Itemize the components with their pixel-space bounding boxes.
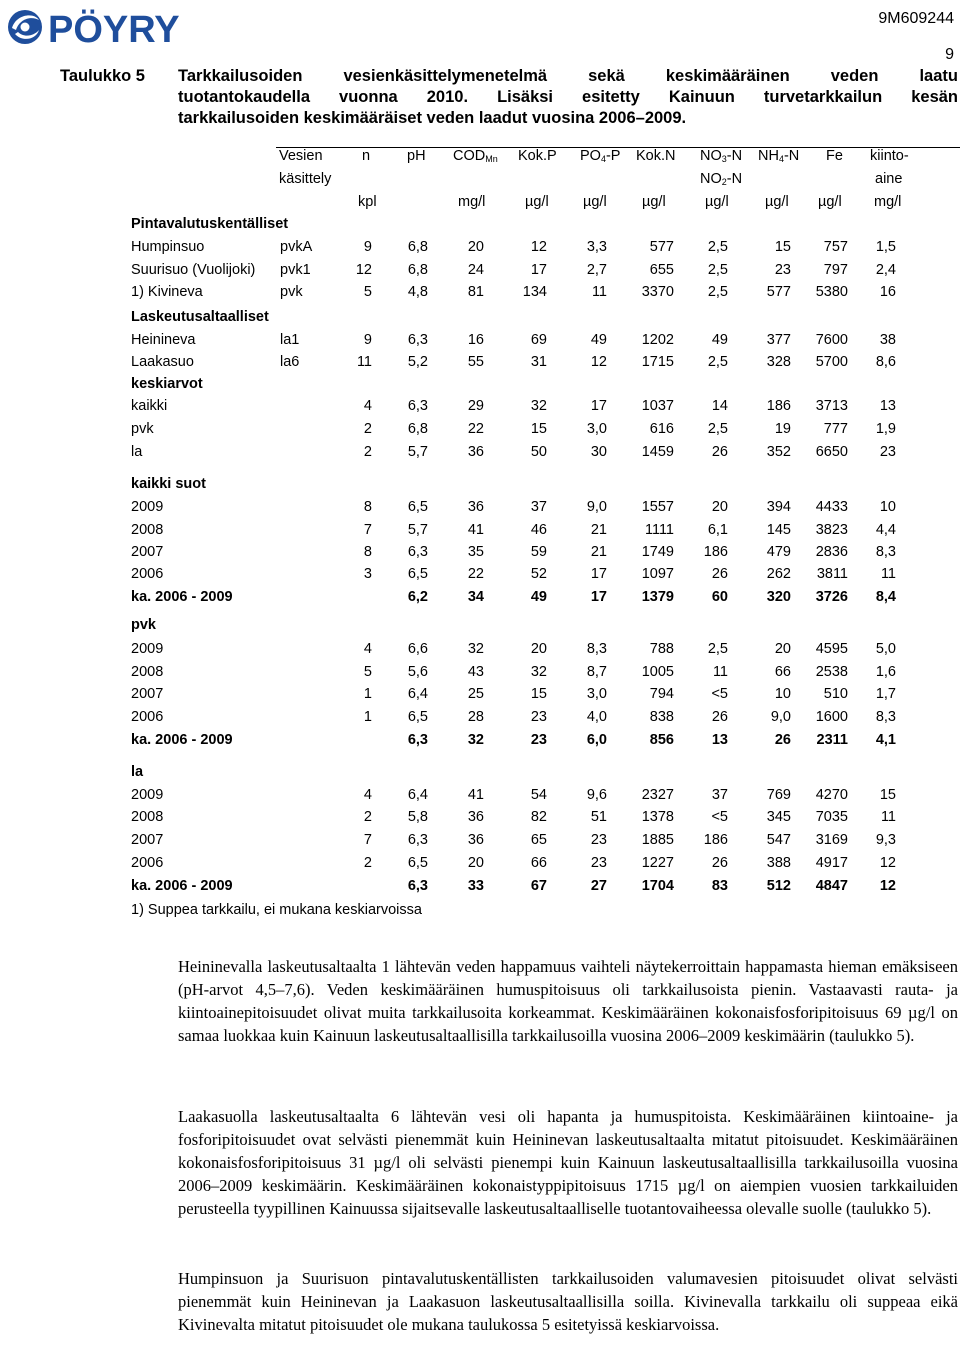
table-cell: 1378 bbox=[641, 809, 674, 825]
table-cell: 2 bbox=[363, 809, 372, 825]
table-cell: 37 bbox=[530, 499, 547, 515]
table-cell: 20 bbox=[467, 239, 484, 255]
table-cell: 6,0 bbox=[586, 732, 607, 748]
table-cell: 7 bbox=[363, 832, 372, 848]
table-cell: 13 bbox=[879, 398, 896, 414]
table-cell: 23 bbox=[530, 709, 547, 725]
table-cell: 186 bbox=[703, 544, 728, 560]
table-cell: 4847 bbox=[815, 878, 848, 894]
table-cell: 320 bbox=[766, 589, 791, 605]
section-heading: la bbox=[131, 764, 144, 780]
table-cell: 1715 bbox=[641, 354, 674, 370]
table-cell: 15 bbox=[879, 787, 896, 803]
header-po4p: $PO_4-P$ bbox=[580, 148, 621, 164]
table-cell: 5,7 bbox=[407, 444, 428, 460]
table-cell: 3,3 bbox=[586, 239, 607, 255]
table-cell: 7600 bbox=[815, 332, 848, 348]
table-cell: 6,3 bbox=[407, 878, 428, 894]
row-label: 2008 bbox=[131, 664, 164, 680]
table-cell: 2,5 bbox=[707, 421, 728, 437]
table-cell: 2 bbox=[363, 421, 372, 437]
header-ph: pH bbox=[407, 148, 426, 164]
table-cell: 6,1 bbox=[707, 522, 728, 538]
table-cell: 8,3 bbox=[586, 641, 607, 657]
table-cell: 2538 bbox=[815, 664, 848, 680]
unit-cell: µg/l bbox=[642, 194, 666, 210]
table-cell: 1227 bbox=[641, 855, 674, 871]
table-cell: <5 bbox=[711, 686, 728, 702]
table-cell: 11 bbox=[712, 664, 728, 680]
table-cell: 23 bbox=[590, 832, 607, 848]
table-cell: 4 bbox=[363, 398, 372, 414]
table-cell: 4,8 bbox=[407, 284, 428, 300]
table-cell: 1557 bbox=[641, 499, 674, 515]
table-cell: 9 bbox=[363, 332, 372, 348]
table-cell: 6,3 bbox=[407, 398, 428, 414]
table-cell: 2327 bbox=[641, 787, 674, 803]
row-label: kaikki bbox=[131, 398, 168, 414]
table-cell: 547 bbox=[766, 832, 791, 848]
row-label: 2008 bbox=[131, 522, 164, 538]
table-cell: 17 bbox=[590, 589, 607, 605]
table-cell: 262 bbox=[766, 566, 791, 582]
table-cell: 769 bbox=[766, 787, 791, 803]
table-cell: 15 bbox=[530, 421, 547, 437]
header-kiintoaine: kiinto- bbox=[870, 148, 909, 164]
table-cell: 17 bbox=[590, 398, 607, 414]
table-cell: 5,2 bbox=[407, 354, 428, 370]
table-cell: 28 bbox=[467, 709, 484, 725]
table-cell: 3726 bbox=[815, 589, 848, 605]
table-cell: 4917 bbox=[815, 855, 848, 871]
table-cell: 23 bbox=[530, 732, 547, 748]
table-cell: 13 bbox=[711, 732, 728, 748]
table-cell: 36 bbox=[467, 444, 484, 460]
table-cell: 1600 bbox=[815, 709, 848, 725]
table-cell: 12 bbox=[879, 855, 896, 871]
table-cell: 12 bbox=[879, 878, 896, 894]
table-cell: 4270 bbox=[815, 787, 848, 803]
table-cell: 479 bbox=[766, 544, 791, 560]
unit-cell: mg/l bbox=[458, 194, 486, 210]
table-cell: <5 bbox=[711, 809, 728, 825]
table-cell: 1379 bbox=[641, 589, 674, 605]
table-cell: 21 bbox=[590, 522, 607, 538]
table-cell: 5 bbox=[363, 284, 372, 300]
table-cell: 8 bbox=[363, 544, 372, 560]
table-cell: 4 bbox=[363, 787, 372, 803]
table-cell: 22 bbox=[467, 421, 484, 437]
paragraph-humpinsuo: Humpinsuon ja Suurisuon pintavalutuskentällisten tarkkailusoiden valumavesien pitoisuudet olivat selvästi pienemmät kuin Heininevan ja Laakasuon laskeutusaltaallisilla soilla. Kivinevalla tarkkailu oli suppeaa eikä Kivinevalta mitatut pitoisuudet ole mukana taulukossa 5 esitetyissä keskiarvoissa. bbox=[178, 1269, 958, 1334]
table-cell: 838 bbox=[649, 709, 674, 725]
row-treatment: la6 bbox=[280, 354, 300, 370]
table-cell: 82 bbox=[530, 809, 547, 825]
row-label: 2008 bbox=[131, 809, 164, 825]
table-cell: 16 bbox=[879, 284, 896, 300]
table-cell: 59 bbox=[530, 544, 547, 560]
table-cell: 1202 bbox=[641, 332, 674, 348]
header-aine: aine bbox=[875, 171, 903, 187]
table-cell: 11 bbox=[880, 566, 896, 582]
table-cell: 9 bbox=[363, 239, 372, 255]
logo-wordmark: PÖYRY bbox=[48, 9, 180, 48]
table-cell: 2,5 bbox=[707, 641, 728, 657]
paragraph-heinineva: Heininevalla laskeutusaltaalta 1 lähtevän veden happamuus vaihteli näytekerroittain happamasta hieman emäksiseen (pH-arvot 4,5–7,6). Veden keskimääräinen humuspitoisuus oli tarkkailusoista pienin. Vastaavasti rauta- ja kiintoainepitoisuudet olivat muita tarkkailusoita korkeammat. Keskimääräinen kokonaisfosforipitoisuus 69 µg/l on samaa luokkaa kuin Kainuun laskeutusaltaallisilla tarkkailusoilla vuosina 2006–2009 keskimäärin (taulukko 5). bbox=[178, 957, 958, 1045]
table-cell: 5,7 bbox=[407, 522, 428, 538]
row-label: Laakasuo bbox=[131, 354, 194, 370]
table-cell: 4,4 bbox=[875, 522, 896, 538]
row-label: 2007 bbox=[131, 832, 164, 848]
table-cell: 1459 bbox=[641, 444, 674, 460]
table-footnote: 1) Suppea tarkkailu, ei mukana keskiarvoissa bbox=[131, 902, 422, 918]
table-cell: 26 bbox=[774, 732, 791, 748]
table-cell: 2 bbox=[363, 855, 372, 871]
table-cell: 5700 bbox=[815, 354, 848, 370]
table-cell: 4,0 bbox=[586, 709, 607, 725]
table-cell: 7 bbox=[363, 522, 372, 538]
table-cell: 510 bbox=[823, 686, 848, 702]
header-kokn: Kok.N bbox=[636, 148, 676, 164]
section-heading: Laskeutusaltaalliset bbox=[131, 309, 269, 325]
table-cell: 6,4 bbox=[407, 686, 428, 702]
row-treatment: pvk1 bbox=[280, 262, 311, 278]
table-cell: 2,5 bbox=[707, 262, 728, 278]
table-cell: 6,5 bbox=[407, 499, 428, 515]
table-cell: 4 bbox=[363, 641, 372, 657]
row-label: pvk bbox=[131, 421, 154, 437]
table-cell: 1097 bbox=[641, 566, 674, 582]
table-cell: 12 bbox=[355, 262, 372, 278]
row-label: 2009 bbox=[131, 641, 164, 657]
table-cell: 22 bbox=[467, 566, 484, 582]
header-nh4n: $NH_4-N$ bbox=[758, 148, 800, 164]
table-cell: 794 bbox=[649, 686, 674, 702]
table-cell: 3,0 bbox=[586, 686, 607, 702]
table-cell: 388 bbox=[766, 855, 791, 871]
table-cell: 20 bbox=[530, 641, 547, 657]
table-cell: 6,5 bbox=[407, 566, 428, 582]
table-cell: 6,5 bbox=[407, 855, 428, 871]
table-cell: 27 bbox=[590, 878, 607, 894]
table-cell: 186 bbox=[766, 398, 791, 414]
table-cell: 1 bbox=[363, 686, 372, 702]
table-cell: 1037 bbox=[641, 398, 674, 414]
table-cell: 6,8 bbox=[407, 421, 428, 437]
row-label: ka. 2006 - 2009 bbox=[131, 732, 233, 748]
table-cell: 52 bbox=[530, 566, 547, 582]
table-cell: 328 bbox=[766, 354, 791, 370]
table-cell: 788 bbox=[649, 641, 674, 657]
table-cell: 49 bbox=[711, 332, 728, 348]
table-cell: 3370 bbox=[641, 284, 674, 300]
table-cell: 757 bbox=[823, 239, 848, 255]
table-cell: 856 bbox=[649, 732, 674, 748]
table-cell: 43 bbox=[467, 664, 484, 680]
table-cell: 23 bbox=[879, 444, 896, 460]
header-no3n: $NO_3-N$ bbox=[700, 148, 743, 164]
section-heading: keskiarvot bbox=[131, 376, 203, 392]
table-cell: 345 bbox=[766, 809, 791, 825]
table-cell: 19 bbox=[774, 421, 791, 437]
table-cell: 1749 bbox=[641, 544, 674, 560]
table-cell: 20 bbox=[711, 499, 728, 515]
table-cell: 6,2 bbox=[407, 589, 428, 605]
table-cell: 37 bbox=[711, 787, 728, 803]
table-cell: 66 bbox=[774, 664, 791, 680]
row-label: la bbox=[131, 444, 143, 460]
table-cell: 29 bbox=[467, 398, 484, 414]
header-vesien: Vesien bbox=[279, 148, 323, 164]
header-kasittely: käsittely bbox=[279, 171, 332, 187]
table-cell: 3,0 bbox=[586, 421, 607, 437]
table-cell: 20 bbox=[774, 641, 791, 657]
table-cell: 9,3 bbox=[875, 832, 896, 848]
paragraph-laakasuo: Laakasuolla laskeutusaltaalta 6 lähtevän vesi oli hapanta ja humuspitoista. Keskimääräinen kiintoaine- ja fosforipitoisuudet ovat selvästi pienemmät kuin Heininevan laskeutusaltaalta mitatut pitoisuudet. Keskimääräinen kokonaisfosforipitoisuus 31 µg/l oli selvästi pienempi kuin Kainuun laskeutusaltaallisilla tarkkailusoilla vuosina 2006–2009 keskimäärin. Keskimääräinen kokonaistyppipitoisuus 1715 µg/l on aiempien vuosien tarkkailuiden perusteella tyypillinen Kainuussa sijaitsevalle laskeutusaltaalliselle tuotantovaiheessa olevalle suolle (taulukko 5). bbox=[178, 1107, 958, 1218]
caption-label: Taulukko 5 bbox=[60, 67, 145, 85]
caption-line-2: tuotantokaudella vuonna 2010. Lisäksi esitetty Kainuun turvetarkkailun kesän bbox=[178, 88, 958, 106]
table-cell: 10 bbox=[774, 686, 791, 702]
table-cell: 32 bbox=[530, 664, 547, 680]
unit-cell: kpl bbox=[358, 194, 377, 210]
page-number: 9 bbox=[945, 46, 954, 63]
section-heading: kaikki suot bbox=[131, 476, 206, 492]
table-cell: 777 bbox=[823, 421, 848, 437]
row-label: ka. 2006 - 2009 bbox=[131, 878, 233, 894]
table-cell: 17 bbox=[590, 566, 607, 582]
table-cell: 797 bbox=[823, 262, 848, 278]
table-cell: 145 bbox=[766, 522, 791, 538]
table-cell: 12 bbox=[590, 354, 607, 370]
table-cell: 1111 bbox=[644, 522, 674, 538]
table-cell: 36 bbox=[467, 832, 484, 848]
caption-line-1: Tarkkailusoiden vesienkäsittelymenetelmä sekä keskimääräinen veden laatu bbox=[178, 67, 958, 85]
table-cell: 32 bbox=[467, 732, 484, 748]
table-cell: 6,3 bbox=[407, 732, 428, 748]
table-cell: 10 bbox=[879, 499, 896, 515]
table-cell: 2,4 bbox=[875, 262, 896, 278]
header-n: n bbox=[362, 148, 371, 164]
table-cell: 15 bbox=[774, 239, 791, 255]
table-cell: 8,7 bbox=[586, 664, 607, 680]
table-cell: 11 bbox=[591, 284, 607, 300]
table-cell: 3811 bbox=[816, 566, 848, 582]
table-cell: 4,1 bbox=[875, 732, 896, 748]
header-kokp: Kok.P bbox=[518, 148, 557, 164]
table-cell: 9,0 bbox=[586, 499, 607, 515]
section-heading: Pintavalutuskentälliset bbox=[131, 216, 289, 232]
table-cell: 134 bbox=[522, 284, 547, 300]
table-cell: 577 bbox=[766, 284, 791, 300]
unit-cell: µg/l bbox=[818, 194, 842, 210]
table-cell: 66 bbox=[530, 855, 547, 871]
table-cell: 24 bbox=[467, 262, 484, 278]
table-cell: 394 bbox=[766, 499, 791, 515]
table-cell: 21 bbox=[590, 544, 607, 560]
table-cell: 186 bbox=[703, 832, 728, 848]
section-heading: pvk bbox=[131, 617, 156, 633]
table-cell: 8,3 bbox=[875, 544, 896, 560]
table-cell: 35 bbox=[467, 544, 484, 560]
table-cell: 32 bbox=[530, 398, 547, 414]
table-cell: 6,8 bbox=[407, 239, 428, 255]
row-label: ka. 2006 - 2009 bbox=[131, 589, 233, 605]
table-cell: 15 bbox=[530, 686, 547, 702]
row-label: Heinineva bbox=[131, 332, 196, 348]
table-cell: 1885 bbox=[641, 832, 674, 848]
document-id: 9M609244 bbox=[878, 10, 954, 27]
unit-cell: µg/l bbox=[705, 194, 729, 210]
row-label: 2007 bbox=[131, 544, 164, 560]
table-cell: 9,6 bbox=[586, 787, 607, 803]
table-cell: 9,0 bbox=[770, 709, 791, 725]
table-cell: 34 bbox=[467, 589, 484, 605]
unit-cell: µg/l bbox=[583, 194, 607, 210]
table-cell: 60 bbox=[711, 589, 728, 605]
table-cell: 3713 bbox=[815, 398, 848, 414]
table-cell: 6,5 bbox=[407, 709, 428, 725]
table-cell: 50 bbox=[530, 444, 547, 460]
table-cell: 30 bbox=[590, 444, 607, 460]
row-label: 2006 bbox=[131, 855, 164, 871]
table-cell: 33 bbox=[467, 878, 484, 894]
table-cell: 32 bbox=[467, 641, 484, 657]
row-label: 2006 bbox=[131, 709, 164, 725]
table-cell: 3 bbox=[363, 566, 372, 582]
table-cell: 352 bbox=[766, 444, 791, 460]
table-cell: 2,7 bbox=[586, 262, 607, 278]
table-cell: 23 bbox=[774, 262, 791, 278]
table-cell: 83 bbox=[711, 878, 728, 894]
header-cod: $COD_{Mn}$ bbox=[453, 148, 498, 164]
table-cell: 4595 bbox=[815, 641, 848, 657]
table-cell: 17 bbox=[530, 262, 547, 278]
table-cell: 3169 bbox=[815, 832, 848, 848]
table-cell: 11 bbox=[880, 809, 896, 825]
table-cell: 512 bbox=[766, 878, 791, 894]
table-cell: 23 bbox=[590, 855, 607, 871]
header-fe: Fe bbox=[826, 148, 843, 164]
table-cell: 26 bbox=[711, 566, 728, 582]
table-cell: 1,9 bbox=[875, 421, 896, 437]
table-cell: 41 bbox=[467, 522, 484, 538]
table-cell: 49 bbox=[590, 332, 607, 348]
table-cell: 8,3 bbox=[875, 709, 896, 725]
table-cell: 377 bbox=[766, 332, 791, 348]
table-cell: 14 bbox=[711, 398, 728, 414]
table-cell: 65 bbox=[530, 832, 547, 848]
row-treatment: pvk bbox=[280, 284, 303, 300]
table-cell: 49 bbox=[530, 589, 547, 605]
table-cell: 3823 bbox=[815, 522, 848, 538]
table-cell: 616 bbox=[649, 421, 674, 437]
row-treatment: la1 bbox=[280, 332, 300, 348]
table-cell: 46 bbox=[530, 522, 547, 538]
table-cell: 2311 bbox=[816, 732, 848, 748]
unit-cell: µg/l bbox=[525, 194, 549, 210]
table-cell: 6,3 bbox=[407, 832, 428, 848]
table-cell: 54 bbox=[530, 787, 547, 803]
table-cell: 26 bbox=[711, 709, 728, 725]
table-cell: 6,6 bbox=[407, 641, 428, 657]
table-cell: 31 bbox=[530, 354, 547, 370]
table-cell: 2,5 bbox=[707, 239, 728, 255]
table-cell: 1 bbox=[363, 709, 372, 725]
table-cell: 6,3 bbox=[407, 332, 428, 348]
table-cell: 5,6 bbox=[407, 664, 428, 680]
table-cell: 2,5 bbox=[707, 284, 728, 300]
table-cell: 41 bbox=[467, 787, 484, 803]
row-treatment: pvkA bbox=[280, 239, 313, 255]
table-cell: 2 bbox=[363, 444, 372, 460]
table-cell: 55 bbox=[467, 354, 484, 370]
table-cell: 38 bbox=[879, 332, 896, 348]
unit-cell: µg/l bbox=[765, 194, 789, 210]
table-cell: 8,4 bbox=[875, 589, 896, 605]
row-label: 1) Kivineva bbox=[131, 284, 203, 300]
table-cell: 7035 bbox=[815, 809, 848, 825]
table-cell: 1,6 bbox=[875, 664, 896, 680]
row-label: 2007 bbox=[131, 686, 164, 702]
caption-line-3: tarkkailusoiden keskimääräiset veden laadut vuosina 2006–2009. bbox=[178, 109, 687, 127]
unit-cell: mg/l bbox=[874, 194, 902, 210]
table-cell: 5380 bbox=[815, 284, 848, 300]
table-cell: 11 bbox=[356, 354, 372, 370]
table-cell: 6,3 bbox=[407, 544, 428, 560]
table-cell: 81 bbox=[467, 284, 484, 300]
header-no2n: $NO_2-N$ bbox=[700, 171, 743, 187]
table-cell: 36 bbox=[467, 809, 484, 825]
table-cell: 655 bbox=[649, 262, 674, 278]
row-label: Humpinsuo bbox=[131, 239, 205, 255]
table-cell: 12 bbox=[530, 239, 547, 255]
table-cell: 8,6 bbox=[875, 354, 896, 370]
table-cell: 26 bbox=[711, 855, 728, 871]
table-cell: 1,5 bbox=[875, 239, 896, 255]
table-cell: 6650 bbox=[815, 444, 848, 460]
table-cell: 8 bbox=[363, 499, 372, 515]
table-cell: 67 bbox=[530, 878, 547, 894]
table-cell: 2,5 bbox=[707, 354, 728, 370]
table-cell: 26 bbox=[711, 444, 728, 460]
row-label: 2006 bbox=[131, 566, 164, 582]
row-label: Suurisuo (Vuolijoki) bbox=[131, 262, 256, 278]
table-cell: 6,4 bbox=[407, 787, 428, 803]
table-cell: 36 bbox=[467, 499, 484, 515]
table-cell: 2836 bbox=[815, 544, 848, 560]
table-cell: 6,8 bbox=[407, 262, 428, 278]
table-cell: 69 bbox=[530, 332, 547, 348]
table-cell: 5,0 bbox=[875, 641, 896, 657]
row-label: 2009 bbox=[131, 499, 164, 515]
table-cell: 5,8 bbox=[407, 809, 428, 825]
table-cell: 577 bbox=[649, 239, 674, 255]
table-cell: 1005 bbox=[641, 664, 674, 680]
table-cell: 5 bbox=[363, 664, 372, 680]
table-cell: 4433 bbox=[815, 499, 848, 515]
table-cell: 20 bbox=[467, 855, 484, 871]
table-cell: 1704 bbox=[641, 878, 674, 894]
table-cell: 25 bbox=[467, 686, 484, 702]
table-cell: 16 bbox=[467, 332, 484, 348]
table-cell: 1,7 bbox=[875, 686, 896, 702]
table-cell: 51 bbox=[590, 809, 607, 825]
row-label: 2009 bbox=[131, 787, 164, 803]
